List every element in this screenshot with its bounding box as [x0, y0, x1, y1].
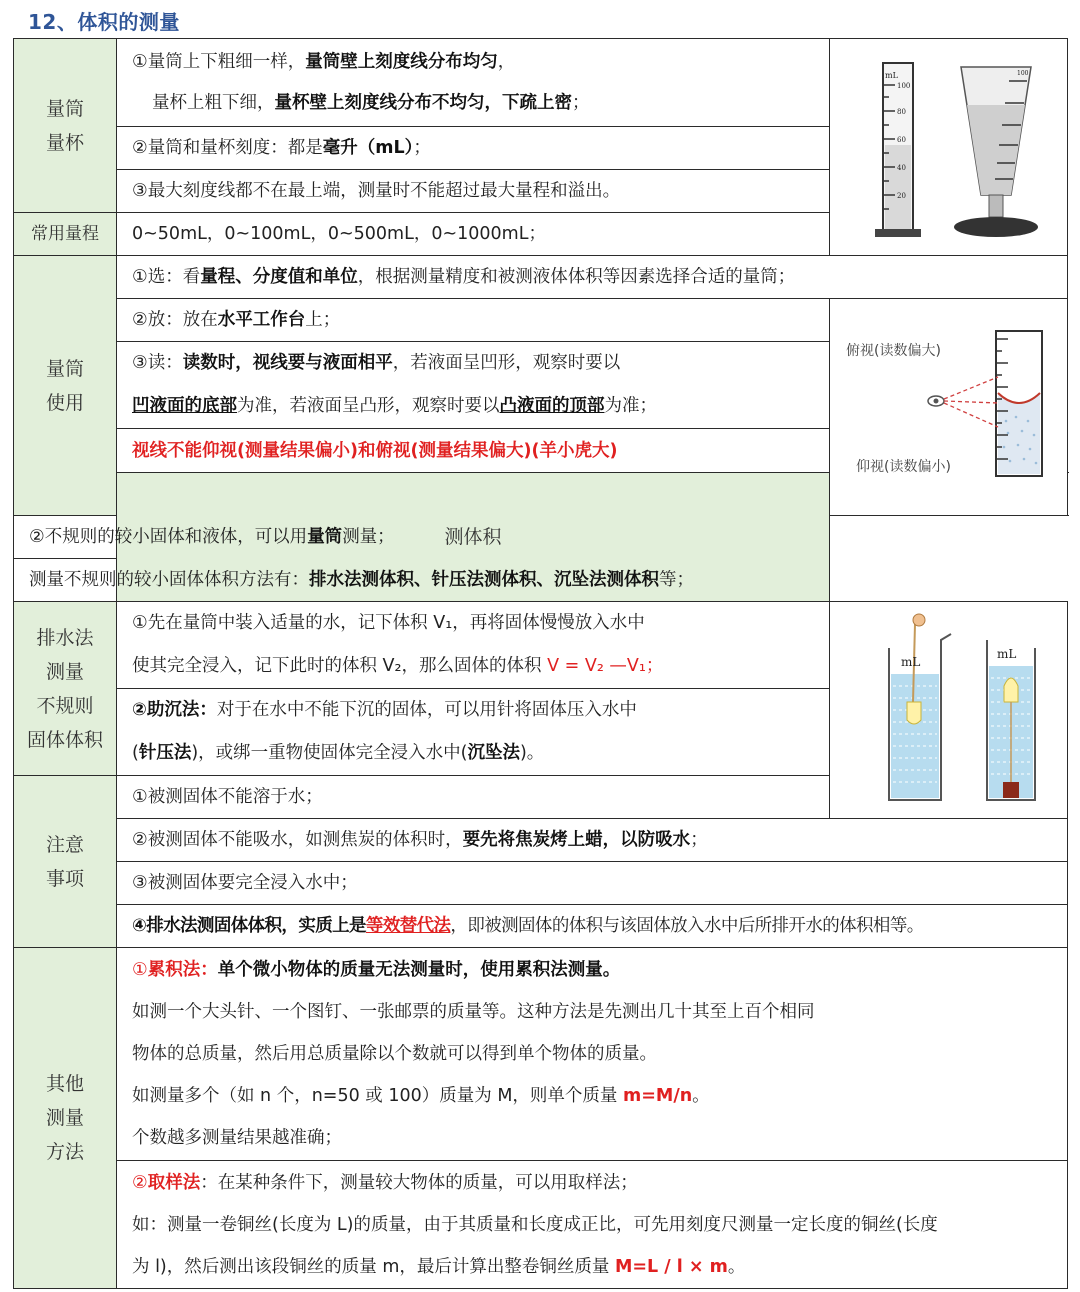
notes-no-absorb: ②被测固体不能吸水，如测焦炭的体积时，要先将焦炭烤上蜡，以防吸水；: [117, 819, 1068, 862]
measure-volume-irregular: ②不规则的较小固体和液体，可以用量筒测量；: [14, 516, 830, 559]
label-notes: 注意 事项: [14, 776, 117, 948]
reading-view-illustration: [836, 321, 1062, 489]
figure-cylinder-cup: [830, 39, 1068, 256]
cylinder-cup-unit: ②量筒和量杯刻度：都是毫升（mL）；: [117, 127, 830, 170]
label-cylinder-cup-line2: 量杯: [45, 131, 84, 154]
label-range: 常用量程: [14, 213, 117, 256]
svg-text:100: 100: [1016, 70, 1028, 77]
range-values: 0~50mL，0~100mL，0~500mL，0~1000mL；: [117, 213, 830, 256]
cylinder-cup-max-mark: ③最大刻度线都不在最上端，测量时不能超过最大量程和溢出。: [117, 170, 830, 213]
label-cylinder-cup: [14, 39, 117, 213]
svg-text:mL: mL: [996, 647, 1016, 661]
usage-read: ③读：读数时，视线要与液面相平，若液面呈凹形，观察时要以 凹液面的底部为准，若液面呈凸形，观察时要以凸液面的顶部为准；: [117, 342, 830, 429]
svg-text:100: 100: [896, 82, 910, 90]
svg-text:mL: mL: [884, 71, 898, 80]
notes-table: [13, 38, 1068, 1289]
label-other-methods: 其他 测量 方法: [14, 948, 117, 1289]
notes-insoluble: ①被测固体不能溶于水；: [117, 776, 830, 819]
svg-text:仰视(读数偏小): 仰视(读数偏小): [855, 459, 951, 475]
svg-text:俯视(读数偏大): 俯视(读数偏大): [845, 343, 941, 359]
notes-equivalent-substitution: ④排水法测固体体积，实质上是等效替代法，即被测固体的体积与该固体放入水中后所排开水的体积相等。: [117, 905, 1068, 948]
svg-text:20: 20: [896, 192, 906, 200]
cylinder-cup-uniform: ①量筒上下粗细一样，量筒壁上刻度线分布均匀， 量杯上粗下细，量杯壁上刻度线分布不均匀，下疏上密；: [117, 39, 830, 127]
drainage-assist-sink: ②助沉法：对于在水中不能下沉的固体，可以用针将固体压入水中 (针压法)，或绑一重物使固体完全浸入水中(沉坠法)。: [117, 689, 830, 776]
svg-text:40: 40: [896, 164, 906, 172]
label-usage: 量筒 使用: [14, 256, 117, 516]
other-accumulation: ①累积法：单个微小物体的质量无法测量时，使用累积法测量。 如测一个大头针、一个图钉、一张邮票的质量等。这种方法是先测出几十其至上百个相同 物体的总质量，然后用总质量除以个数就可以得到单个物体的质量。 如测量多个（如 n 个，n=50 或 100）质量为 M，则单个质量 m=M/n。 个数越多测量结果越准确；: [117, 948, 1068, 1161]
usage-choose: ①选：看量程、分度值和单位，根据测量精度和被测液体体积等因素选择合适的量筒；: [117, 256, 1068, 299]
svg-text:60: 60: [896, 136, 906, 144]
figure-reading-view: [830, 299, 1068, 516]
drainage-method-illustration: [849, 610, 1049, 806]
drainage-steps: ①先在量筒中装入适量的水，记下体积 V₁，再将固体慢慢放入水中 使其完全浸入，记下此时的体积 V₂，那么固体的体积 V = V₂ —V₁；: [117, 602, 830, 689]
cylinder-and-cup-illustration: [849, 45, 1049, 245]
label-measure-volume: 测体积: [117, 473, 830, 602]
figure-drainage: [830, 602, 1068, 819]
svg-text:80: 80: [896, 108, 906, 116]
label-drainage: 排水法 测量 不规则 固体体积: [14, 602, 117, 776]
measure-volume-methods: 测量不规则的较小固体体积方法有：排水法测体积、针压法测体积、沉坠法测体积等；: [14, 559, 830, 602]
usage-place: ②放：放在水平工作台上；: [117, 299, 830, 342]
other-sampling: ②取样法：在某种条件下，测量较大物体的质量，可以用取样法； 如：测量一卷铜丝(长度为 L)的质量，由于其质量和长度成正比，可先用刻度尺测量一定长度的铜丝(长度 为 l)，然后测出该段铜丝的质量 m，最后计算出整卷铜丝质量 M=L / l × m。: [117, 1161, 1068, 1289]
notes-fully-immersed: ③被测固体要完全浸入水中；: [117, 862, 1068, 905]
usage-warning: 视线不能仰视(测量结果偏小)和俯视(测量结果偏大)(羊小虎大): [117, 429, 830, 473]
page-heading: 12、体积的测量: [28, 10, 180, 34]
label-cylinder-cup-line1: 量筒: [45, 97, 84, 120]
svg-text:mL: mL: [900, 655, 920, 669]
